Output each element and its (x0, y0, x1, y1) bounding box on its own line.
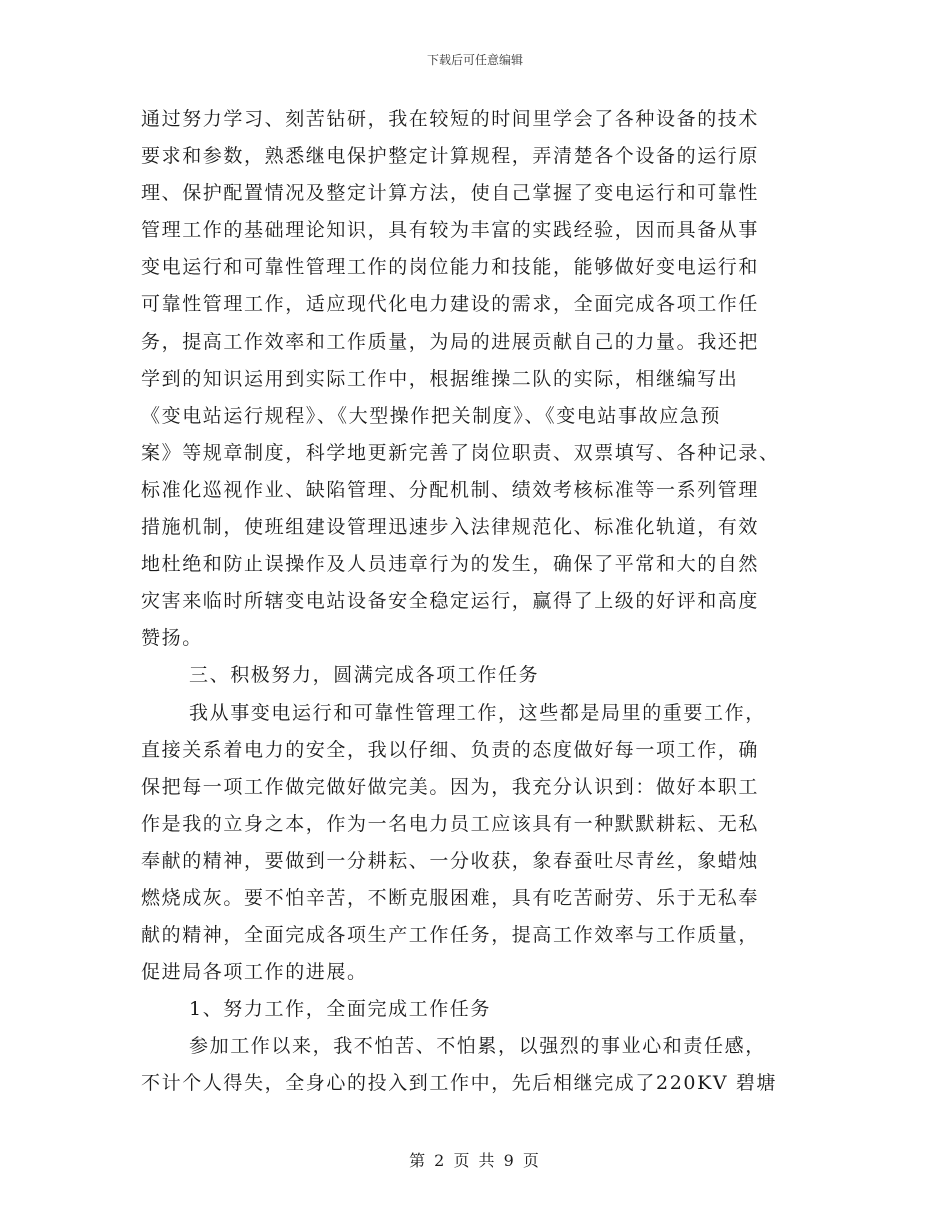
text-line: 管理工作的基础理论知识，具有较为丰富的实践经验，因而具备从事 (141, 219, 760, 242)
subsection-heading: 1、努力工作，全面完成工作任务 (189, 998, 492, 1021)
text-line: 赞扬。 (141, 627, 203, 650)
text-line: 地杜绝和防止误操作及人员违章行为的发生，确保了平常和大的自然 (141, 553, 760, 576)
paragraph-start-line: 我从事变电运行和可靠性管理工作，这些都是局里的重要工作， (189, 701, 766, 724)
text-line: 不计个人得失，全身心的投入到工作中，先后相继完成了220KV 碧塘 (141, 1072, 778, 1095)
section-heading: 三、积极努力，圆满完成各项工作任务 (189, 664, 540, 687)
document-body (141, 101, 809, 1103)
text-line: 燃烧成灰。要不怕辛苦，不断克服困难，具有吃苦耐劳、乐于无私奉 (141, 886, 760, 909)
page-header: 下载后可任意编辑 (426, 53, 523, 67)
text-line: 通过努力学习、刻苦钻研，我在较短的时间里学会了各种设备的技术 (141, 108, 760, 130)
text-line: 务，提高工作效率和工作质量，为局的进展贡献自己的力量。我还把 (141, 330, 760, 353)
text-line: 要求和参数，熟悉继电保护整定计算规程，弄清楚各个设备的运行原 (141, 145, 760, 168)
page-footer: 第 2 页 共 9 页 (409, 1151, 541, 1170)
text-line: 理、保护配置情况及整定计算方法，使自己掌握了变电运行和可靠性 (141, 182, 760, 205)
text-line: 保把每一项工作做完做好做完美。因为，我充分认识到：做好本职工 (141, 775, 760, 798)
text-line: 促进局各项工作的进展。 (141, 961, 368, 984)
text-line: 可靠性管理工作，适应现代化电力建设的需求，全面完成各项工作任 (141, 293, 760, 316)
text-line: 变电运行和可靠性管理工作的岗位能力和技能，能够做好变电运行和 (141, 256, 760, 279)
paragraph-start-line: 参加工作以来，我不怕苦、不怕累，以强烈的事业心和责任感， (189, 1035, 766, 1058)
text-line: 学到的知识运用到实际工作中，根据维操二队的实际，相继编写出 (141, 367, 739, 390)
text-line: 灾害来临时所辖变电站设备安全稳定运行，赢得了上级的好评和高度 (141, 590, 760, 613)
text-line: 作是我的立身之本，作为一名电力员工应该具有一种默默耕耘、无私 (141, 812, 760, 835)
text-line: 献的精神，全面完成各项生产工作任务，提高工作效率与工作质量， (141, 924, 760, 947)
text-line: 直接关系着电力的安全，我以仔细、负责的态度做好每一项工作，确 (141, 738, 760, 761)
text-line: 标准化巡视作业、缺陷管理、分配机制、绩效考核标准等一系列管理 (141, 478, 760, 501)
text-line: 《变电站运行规程》、《大型操作把关制度》、《变电站事故应急预 (141, 404, 722, 427)
text-line: 措施机制，使班组建设管理迅速步入法律规范化、标准化轨道，有效 (141, 516, 760, 539)
text-line: 奉献的精神，要做到一分耕耘、一分收获，象春蚕吐尽青丝，象蜡烛 (141, 849, 760, 872)
text-line: 案》等规章制度，科学地更新完善了岗位职责、双票填写、各种记录、 (141, 441, 780, 464)
